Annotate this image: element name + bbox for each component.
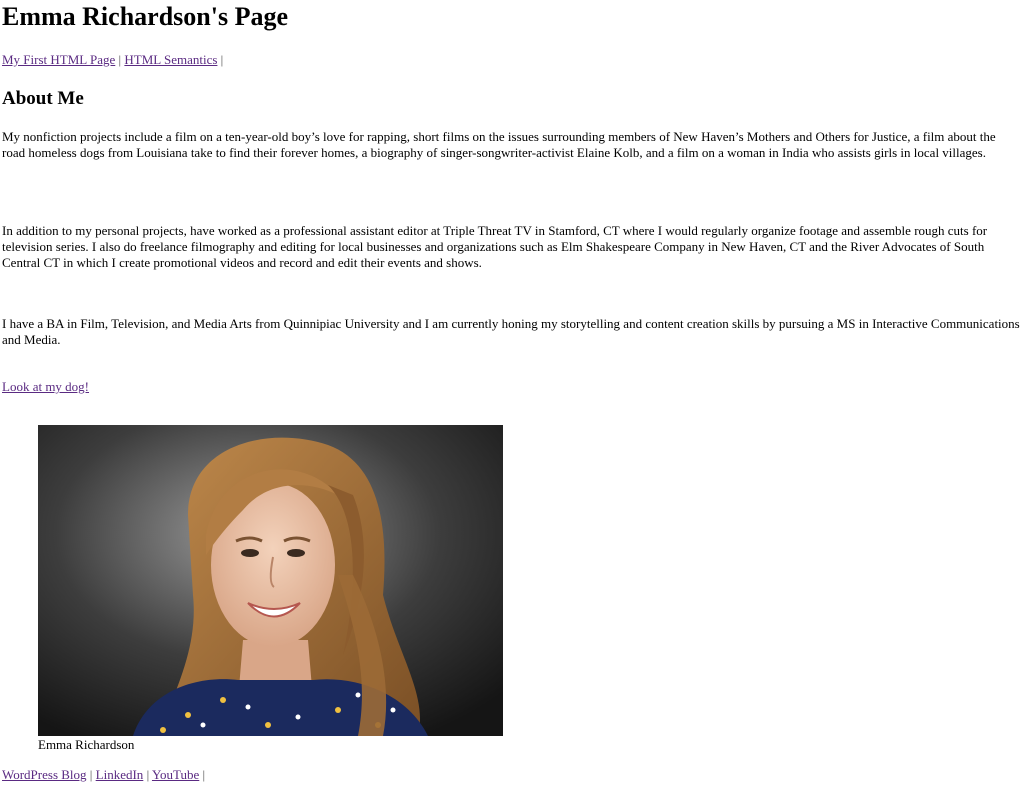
- page-content: [0, 2, 1024, 782]
- profile-figure: [38, 425, 503, 753]
- bottom-nav: [2, 767, 205, 783]
- about-heading: About Me: [2, 88, 84, 109]
- nav-link-linkedin[interactable]: LinkedIn: [95, 767, 144, 782]
- nav-separator: |: [202, 767, 206, 782]
- nav-link-youtube[interactable]: YouTube: [151, 767, 200, 782]
- nav-separator: |: [146, 767, 150, 782]
- top-nav: [2, 52, 223, 68]
- about-paragraph: I have a BA in Film, Television, and Media Arts from Quinnipiac University and I am currently honing my storytelling and content creation skills by pursuing a MS in Interactive Communications and Media.: [2, 316, 1020, 347]
- nav-link-my-first-html-page[interactable]: My First HTML Page: [2, 52, 116, 67]
- nav-link-wordpress-blog[interactable]: WordPress Blog: [2, 767, 87, 782]
- profile-photo: [38, 425, 503, 736]
- nav-separator: |: [220, 52, 224, 67]
- about-paragraph: In addition to my personal projects, have worked as a professional assistant editor at Triple Threat TV in Stamford, CT where I would regularly organize footage and assemble rough cuts for television series. I also do freelance filmography and editing for local businesses and organizations such as Elm Shakespeare Company in New Haven, CT and the River Advocates of South Central CT in which I create promotional videos and record and edit their events and shows.: [2, 223, 988, 270]
- profile-caption: Emma Richardson: [38, 737, 135, 752]
- nav-link-html-semantics[interactable]: HTML Semantics: [124, 52, 218, 67]
- about-paragraph: My nonfiction projects include a film on a ten-year-old boy’s love for rapping, short films on the issues surrounding members of New Haven’s Mothers and Others for Justice, a film about the road homeless dogs from Louisiana take to find their forever homes, a biography of singer-songwriter-activist Elaine Kolb, and a film on a woman in India who assists girls in local villages.: [2, 129, 996, 160]
- nav-separator: |: [118, 52, 122, 67]
- page-title: Emma Richardson's Page: [2, 2, 288, 31]
- nav-separator: |: [89, 767, 93, 782]
- dog-link[interactable]: Look at my dog!: [2, 379, 90, 394]
